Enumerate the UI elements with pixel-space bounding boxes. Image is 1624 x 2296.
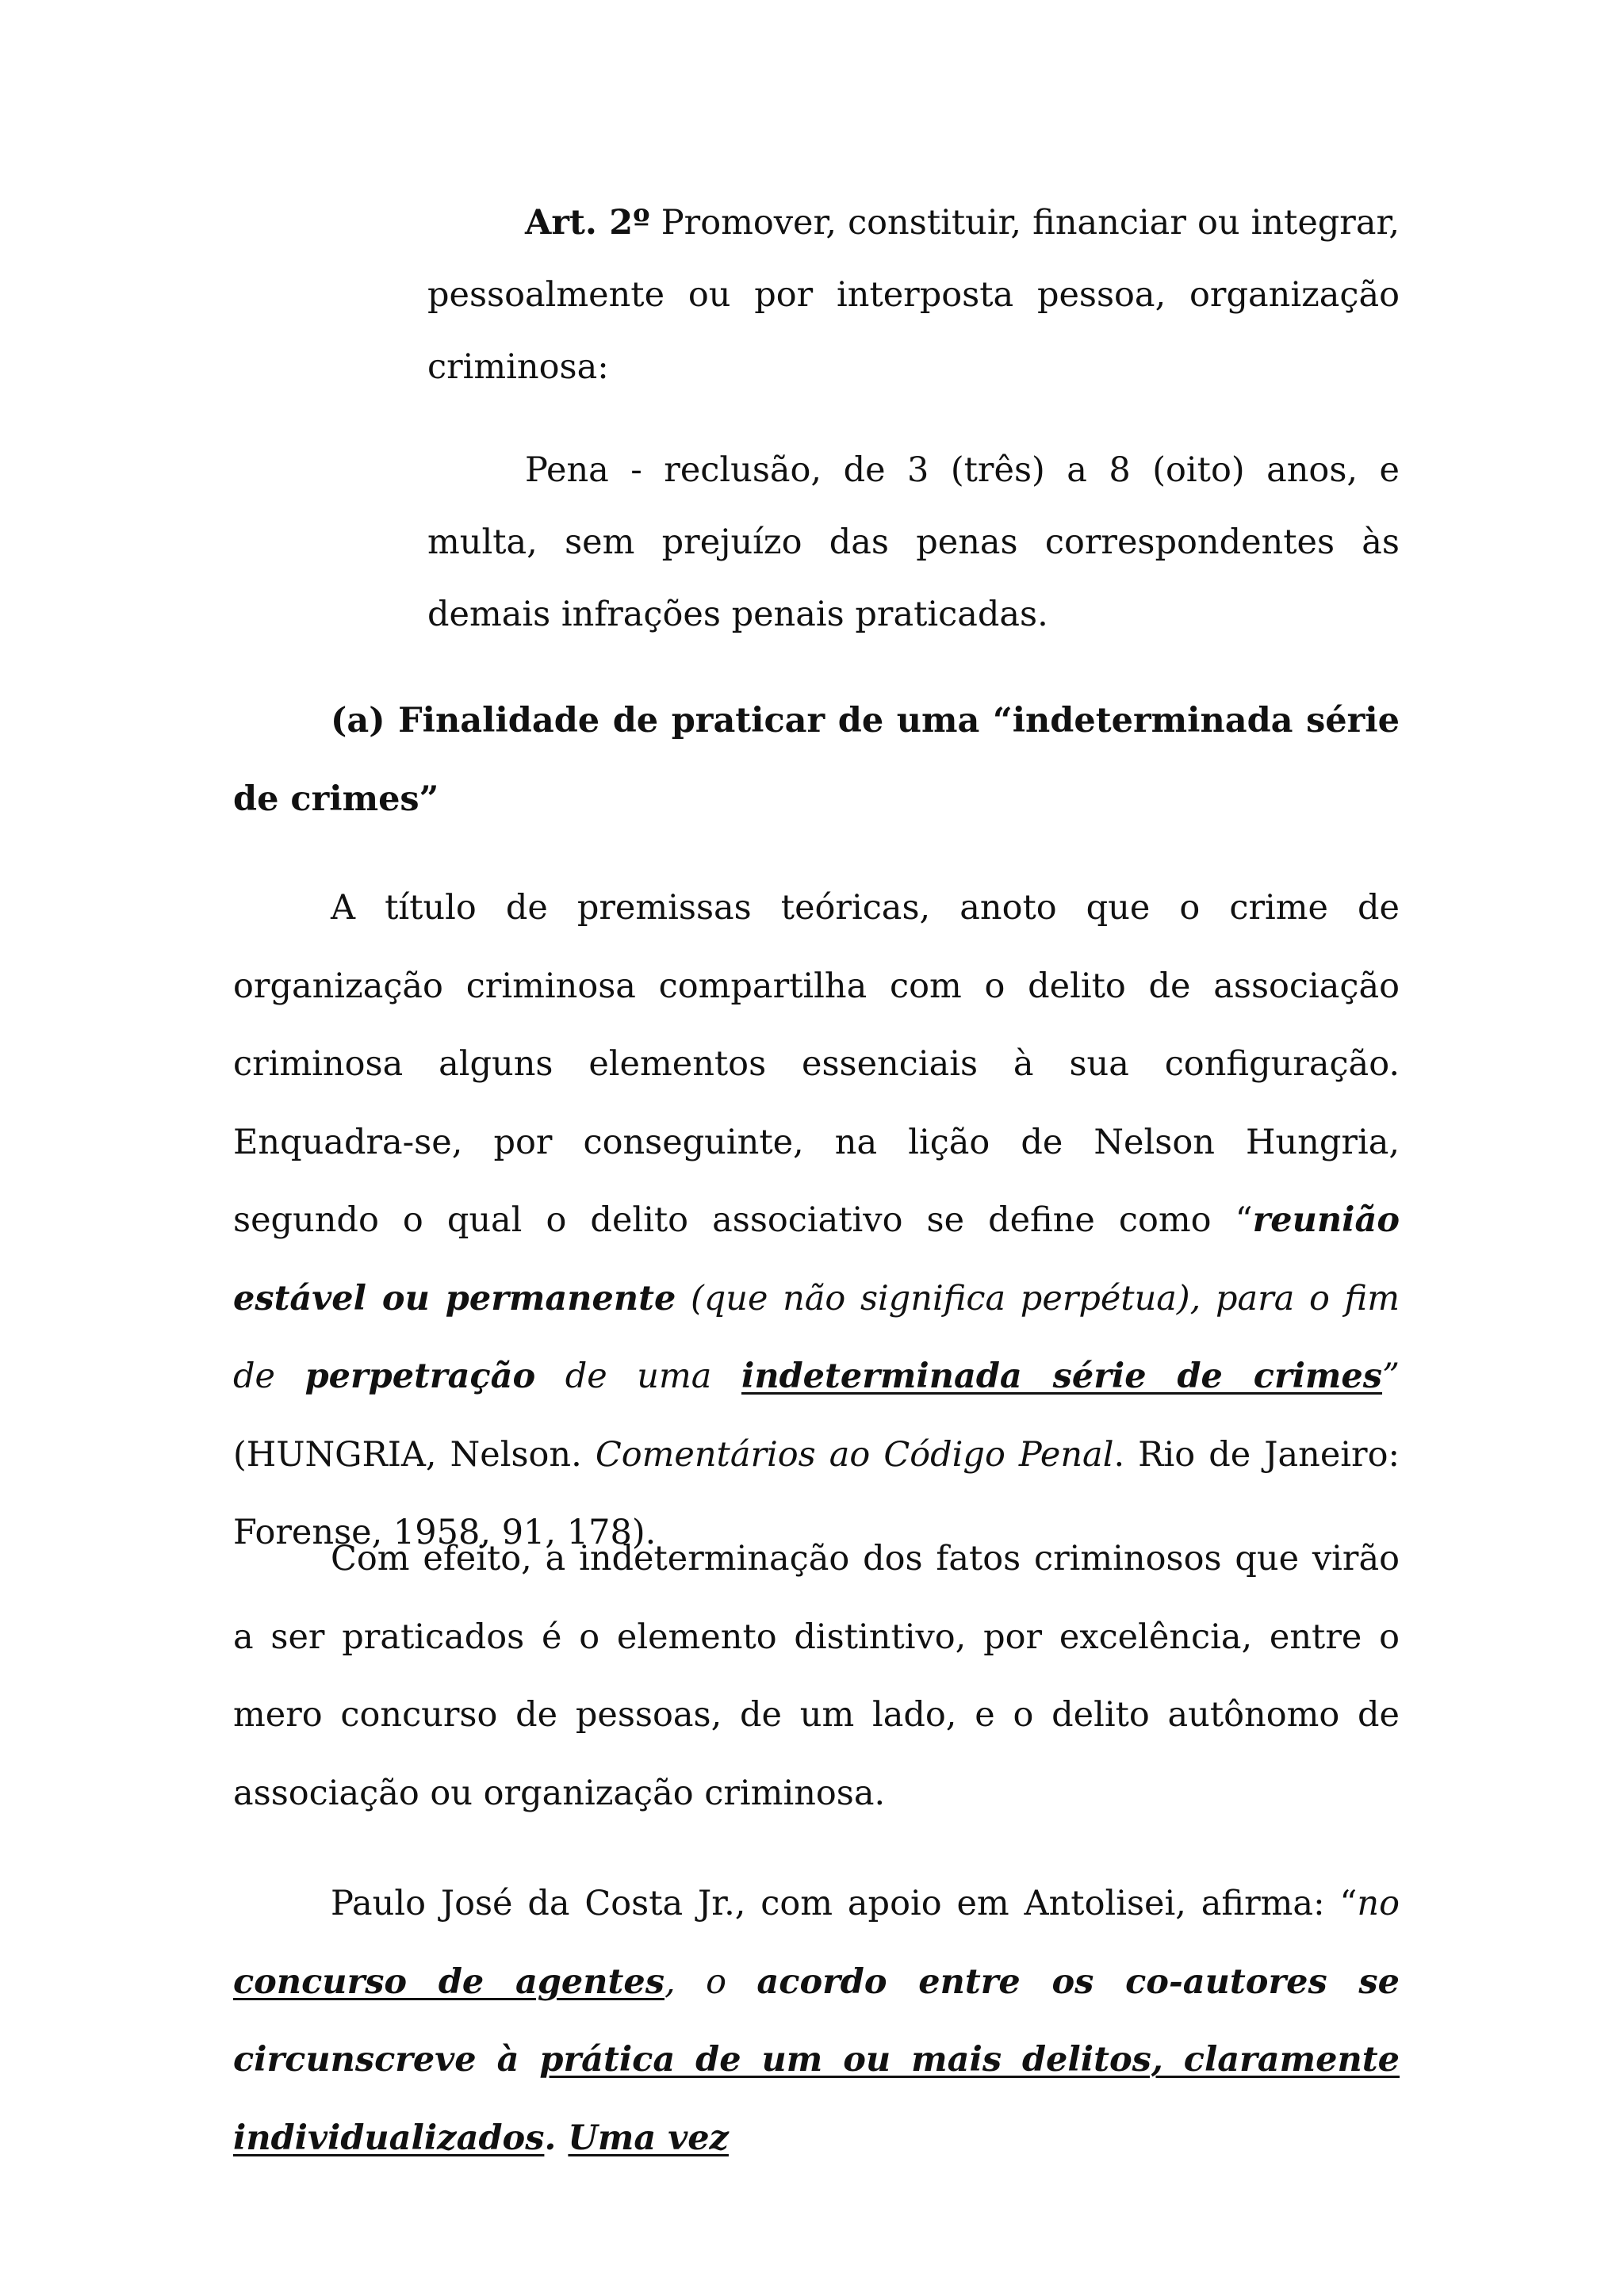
para3-quote-no: no bbox=[1357, 1884, 1400, 1923]
para3-quote-underlined-4: Uma vez bbox=[568, 2118, 729, 2158]
para3-intro: Paulo José da Costa Jr., com apoio em Antolisei, afirma: “ bbox=[331, 1884, 1358, 1923]
para1-citation-post: . Rio de Janeiro: Forense, 1958, 91, 178). bbox=[233, 1434, 1400, 1552]
para1-quote-underlined: indeterminada série de crimes bbox=[741, 1357, 1383, 1396]
para1-citation-title: Comentários ao Código Penal bbox=[595, 1434, 1114, 1475]
para3-quote-underlined-1: concurso de agentes bbox=[233, 1961, 665, 2002]
article-text: Promover, constituir, financiar ou integrar, pessoalmente ou por interposta pessoa, organização criminosa: bbox=[427, 203, 1400, 387]
penalty-text: Pena - reclusão, de 3 (três) a 8 (oito) anos, e multa, sem prejuízo das penas correspondentes às demais infrações penais praticadas. bbox=[427, 450, 1400, 634]
para1-intro: A título de premissas teóricas, anoto que o crime de organização criminosa compartilha com o delito de associação criminosa alguns elementos essenciais à sua configuração. Enquadra-se, por conseguinte, na lição de Nelson Hungria, segundo o qual o delito associativo se define como “ bbox=[233, 888, 1400, 1240]
article-label: Art. 2º bbox=[525, 203, 650, 243]
paragraph-indeterminacao: Com efeito, a indeterminação dos fatos criminosos que virão a ser praticados é o elemento distintivo, por excelência, entre o mero concurso de pessoas, de um lado, e o delito autônomo de associação ou organização criminosa. bbox=[233, 1539, 1400, 1813]
para3-quote-underlined-3: prática de um ou mais delitos, claramente individualizados bbox=[233, 2040, 1400, 2158]
para1-quote-close: ” bbox=[1382, 1357, 1400, 1396]
para1-quote-bold-1: reunião estável ou permanente bbox=[233, 1200, 1400, 1318]
para3-quote-comma: , o bbox=[664, 1961, 757, 2002]
section-heading: (a) Finalidade de praticar de uma “indeterminada série de crimes” bbox=[233, 701, 1400, 819]
article-quote bbox=[427, 187, 1400, 404]
para3-quote-bold-2: acordo entre os co-autores se circunscreve à bbox=[233, 1961, 1400, 2080]
paragraph-costa-jr bbox=[233, 1865, 1400, 2177]
para1-citation-pre: (HUNGRIA, Nelson. bbox=[233, 1434, 596, 1475]
paragraph-hungria bbox=[233, 869, 1400, 1572]
para1-quote-bold-2: perpetração bbox=[304, 1357, 536, 1396]
para1-quote-italic-2: de uma bbox=[535, 1357, 741, 1396]
para3-quote-dot: . bbox=[544, 2118, 569, 2158]
para1-quote-italic-1: (que não significa perpétua), para o fim de bbox=[233, 1278, 1400, 1396]
